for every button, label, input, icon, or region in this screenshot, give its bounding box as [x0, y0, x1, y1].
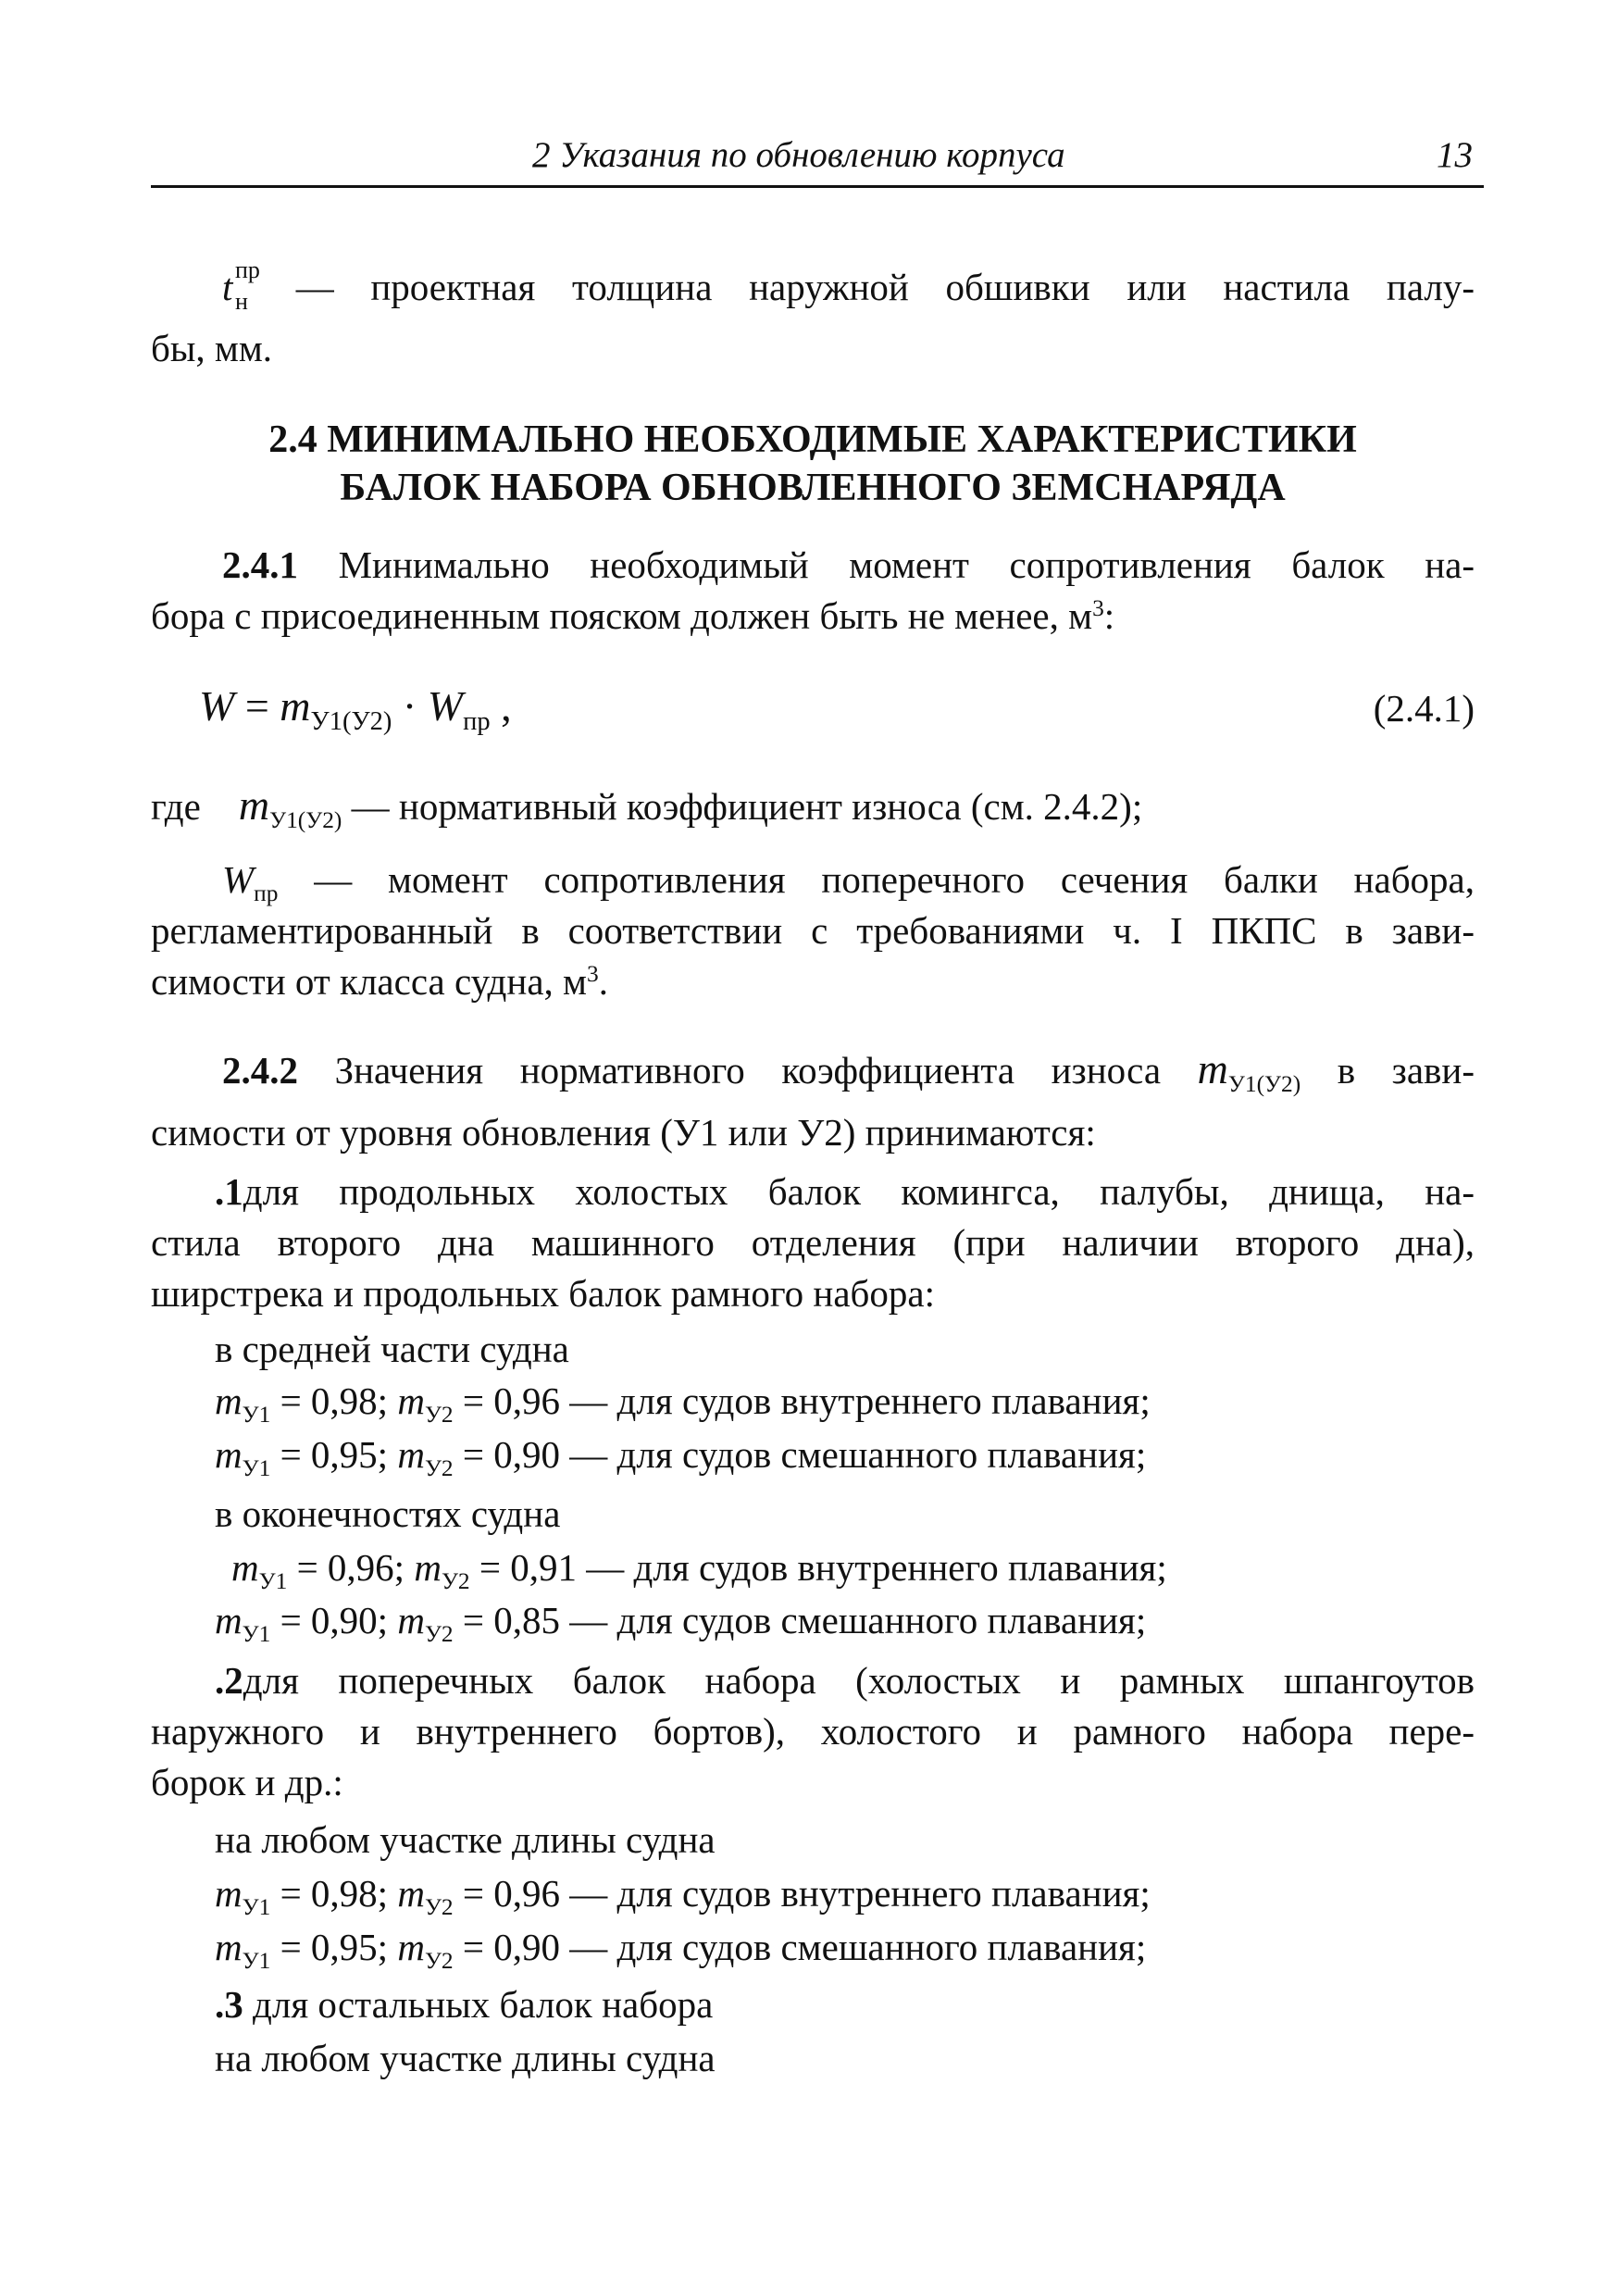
- definition-t-line2: бы, мм.: [151, 327, 273, 369]
- coefficient-row: $m_{У1} = 0,98$; $m_{У2} = 0,96$ — для судов внутреннего плавания;: [215, 1872, 1151, 1920]
- section-heading-line2: БАЛОК НАБОРА ОБНОВЛЕННОГО ЗЕМСНАРЯДА: [340, 467, 1286, 509]
- paragraph-2-4-1-line1: 2.4.1 Минимально необходимый момент сопротивления балок на-: [222, 543, 1475, 586]
- where-w-line3: симости от класса судна, $м^3$.: [151, 960, 608, 1003]
- where-w-line2: регламентированный в соответствии с требованиями ч. I ПКПС в зави-: [151, 909, 1475, 952]
- item-1-mid-label: в средней части судна: [215, 1328, 569, 1370]
- item-3-line1: .3 для остальных балок набора: [215, 1983, 714, 2026]
- item-2-label: на любом участке длины судна: [215, 1818, 716, 1861]
- item-1-end-label: в оконечностях судна: [215, 1492, 561, 1535]
- coefficient-row: $m_{У1} = 0,95$; $m_{У2} = 0,90$ — для судов смешанного плавания;: [215, 1926, 1147, 1974]
- coefficient-row: $m_{У1} = 0,95$; $m_{У2} = 0,90$ — для судов смешанного плавания;: [215, 1433, 1147, 1481]
- clause-number-2-4-1: 2.4.1: [222, 543, 298, 586]
- formula-2-4-1: $W = m_{У1(У2)} \cdot W_{пр}$ ,: [199, 682, 512, 736]
- where-w-line1: $W_{пр}$ — момент сопротивления поперечного сечения балки набора,: [222, 858, 1475, 906]
- item-2-line3: борок и др.:: [151, 1761, 343, 1803]
- running-header-title: 2 Указания по обновлению корпуса: [532, 135, 1065, 175]
- coefficient-row: $m_{У1} = 0,90$; $m_{У2} = 0,85$ — для судов смешанного плавания;: [215, 1599, 1147, 1647]
- t-symbol: t пр н: [222, 256, 260, 315]
- item-1-line2: стила второго дна машинного отделения (при наличии второго дна),: [151, 1221, 1475, 1264]
- paragraph-2-4-2-line1: 2.4.2 Значения нормативного коэффициента износа $m_{У1(У2)}$ в зави-: [222, 1045, 1475, 1097]
- item-2-line2: наружного и внутреннего бортов), холостого и рамного набора пере-: [151, 1710, 1475, 1753]
- where-m-line: где $m_{У1(У2)}$ — нормативный коэффициент износа (см. 2.4.2);: [151, 781, 1143, 833]
- page-number: 13: [1437, 135, 1473, 175]
- paragraph-2-4-2-line2: симости от уровня обновления (У1 или У2) принимаются:: [151, 1111, 1096, 1154]
- equation-number: (2.4.1): [1373, 687, 1475, 730]
- definition-t-line1: t пр н — проектная толщина наружной обшивки или настила палу-: [222, 256, 1475, 315]
- coefficient-row: $m_{У1} = 0,96$; $m_{У2} = 0,91$ — для судов внутреннего плавания;: [231, 1546, 1167, 1594]
- item-1-line1: .1для продольных холостых балок комингса, палубы, днища, на-: [215, 1170, 1475, 1213]
- coefficient-row: $m_{У1} = 0,98$; $m_{У2} = 0,96$ — для судов внутреннего плавания;: [215, 1379, 1151, 1428]
- item-3-label: на любом участке длины судна: [215, 2037, 716, 2079]
- section-heading-line1: 2.4 МИНИМАЛЬНО НЕОБХОДИМЫЕ ХАРАКТЕРИСТИКИ: [268, 418, 1357, 461]
- item-1-line3: ширстрека и продольных балок рамного набора:: [151, 1272, 936, 1315]
- item-2-line1: .2для поперечных балок набора (холостых и рамных шпангоутов: [215, 1659, 1475, 1702]
- running-header: [151, 130, 1484, 188]
- paragraph-2-4-1-line2: бора с присоединенным пояском должен быть не менее, $м^3$:: [151, 594, 1115, 637]
- clause-number-2-4-2: 2.4.2: [222, 1049, 298, 1092]
